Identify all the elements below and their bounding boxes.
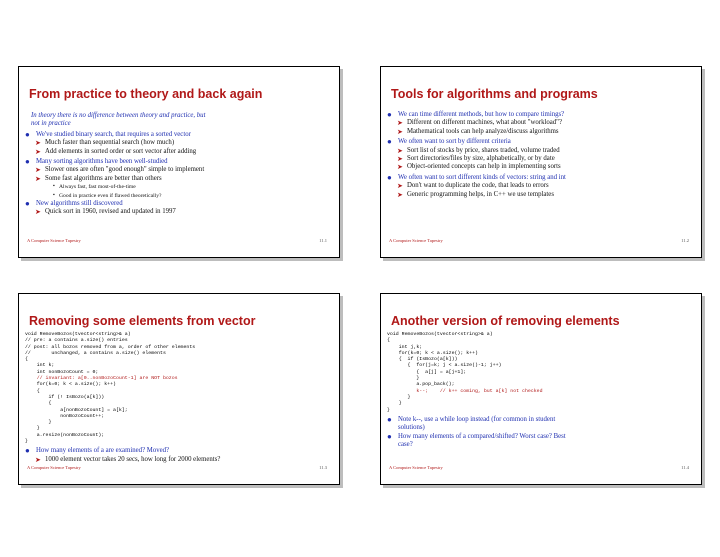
code-line: void RemoveBozos(tvector<string>& a)	[387, 332, 493, 337]
code-line: }	[387, 401, 402, 407]
code-line-comment: // invariant: a[0..nonBozoCount-1] are NOT bozos	[25, 376, 178, 382]
code-line: }	[25, 439, 28, 445]
slide-body	[387, 111, 697, 199]
code-line: // post: all bozos removed from a, order of other elements	[25, 344, 196, 350]
code-line: for(k=0; k < a.size(); k++)	[25, 382, 116, 388]
bullet: ● We've studied binary search, that requires a sorted vector	[25, 129, 191, 139]
code-line: }	[387, 394, 411, 400]
bullet-icon: ●	[387, 414, 392, 424]
code-line: a[nonBozoCount] = a[k];	[25, 407, 128, 413]
code-line: {	[25, 388, 40, 394]
bullet-icon: ●	[387, 110, 392, 119]
slide-2	[380, 66, 702, 258]
code-line: }	[387, 407, 390, 413]
sub-bullet: ➤ Generic programming helps, in C++ we use templates	[397, 190, 554, 199]
sub-bullet: ➤ Sort list of stocks by price, shares traded, volume traded	[397, 146, 560, 155]
sub-bullet: ➤ Much faster than sequential search (how much)	[35, 139, 175, 148]
arrow-icon: ➤	[35, 208, 41, 217]
code-line: int k;	[25, 363, 55, 369]
arrow-icon: ➤	[397, 163, 403, 172]
slide-footer: A Computer Science Tapestry	[389, 465, 443, 470]
quote-line: In theory there is no difference between theory and practice, but	[31, 112, 206, 119]
square-bullet-icon: ▪	[53, 184, 55, 190]
bullet: ● We often want to sort different kinds of vectors: string and int	[387, 172, 566, 182]
bullet: ● We can time different methods, but how to compare timings?	[387, 110, 565, 119]
bullet: ● How many elements of a compared/shifted? Worst case? Best	[387, 431, 566, 441]
sub-bullet: ➤ Some fast algorithms are better than others	[35, 174, 162, 183]
sub-bullet: ➤ Slower ones are often "good enough" simple to implement	[35, 166, 205, 175]
square-bullet-icon: ▪	[53, 192, 55, 198]
code-line: int j,k;	[387, 344, 423, 350]
code-line: void RemoveBozos(tvector<string>& a)	[25, 332, 131, 337]
arrow-icon: ➤	[35, 455, 41, 464]
code-line: }	[25, 426, 40, 432]
code-line: }	[387, 376, 420, 382]
sub-bullet: ➤ Mathematical tools can help analyze/discuss algorithms	[397, 127, 559, 136]
bullet: ● We often want to sort by different criteria	[387, 137, 511, 147]
code-line: a.pop_back();	[387, 382, 455, 388]
sub-bullet: ➤ Different on different machines, what about "workload"?	[397, 119, 562, 128]
code-line: // pre: a contains a.size() entries	[25, 338, 128, 344]
bullet-icon: ●	[25, 157, 30, 167]
arrow-icon: ➤	[397, 127, 403, 136]
quote-line: not in practice	[31, 120, 71, 128]
sub-bullet: ➤ 1000 element vector takes 20 secs, how long for 2000 elements?	[35, 455, 221, 464]
slide-title: Another version of removing elements	[391, 314, 620, 328]
sub-sub-bullet: ▪ Good in practice even if flawed theoretically?	[53, 192, 162, 199]
bullet-icon: ●	[387, 172, 392, 182]
arrow-icon: ➤	[397, 155, 403, 164]
sub-bullet: ➤ Object-oriented concepts can help in implementing sorts	[397, 163, 561, 172]
code-line: int nonBozoCount = 0;	[25, 369, 99, 375]
arrow-icon: ➤	[35, 166, 41, 175]
page-number: 11.2	[681, 238, 689, 243]
arrow-icon: ➤	[397, 182, 403, 191]
code-line: }	[25, 420, 52, 426]
sub-bullet: ➤ Sort directories/files by size, alphabetically, or by date	[397, 155, 555, 164]
arrow-icon: ➤	[35, 139, 41, 148]
slide-title: Tools for algorithms and programs	[391, 87, 598, 101]
bullet-icon: ●	[25, 446, 30, 456]
code-line: { if (IsBozo(a[k]))	[387, 357, 458, 363]
sub-bullet: ➤ Quick sort in 1960, revised and updated in 1997	[35, 208, 176, 217]
bullet-icon: ●	[387, 431, 392, 441]
bullet: ● Note k--, use a while loop instead (for common in student	[387, 414, 556, 424]
code-line: {	[25, 357, 28, 363]
bullet-icon: ●	[387, 137, 392, 147]
code-line: {	[25, 401, 52, 407]
slide-body	[387, 332, 697, 449]
bullet-continuation: solutions)	[398, 424, 425, 432]
slide-1	[18, 66, 340, 258]
slide-footer: A Computer Science Tapestry	[27, 465, 81, 470]
code-line: nonBozoCount++;	[25, 413, 105, 419]
page-number: 11.4	[681, 465, 689, 470]
slide-footer: A Computer Science Tapestry	[27, 238, 81, 243]
code-line: // unchanged, a contains a.size() elements	[25, 350, 166, 356]
slide-title: Removing some elements from vector	[29, 314, 256, 328]
arrow-icon: ➤	[397, 119, 403, 128]
bullet-icon: ●	[25, 199, 30, 209]
sub-bullet: ➤ Add elements in sorted order or sort vector after adding	[35, 147, 197, 156]
sub-bullet: ➤ Don't want to duplicate the code, that leads to errors	[397, 182, 549, 191]
slide-footer: A Computer Science Tapestry	[389, 238, 443, 243]
slide-title: From practice to theory and back again	[29, 87, 263, 101]
arrow-icon: ➤	[397, 146, 403, 155]
arrow-icon: ➤	[35, 147, 41, 156]
page-number: 11.3	[319, 465, 327, 470]
slide-3	[18, 293, 340, 485]
bullet-continuation: case?	[398, 441, 413, 449]
code-line-comment: k--; // k++ coming, but a[k] not checked	[387, 388, 543, 394]
slide-body	[25, 112, 335, 217]
bullet: ● How many elements of a are examined? Moved?	[25, 446, 170, 456]
code-line: { for(j=k; j < a.size()-1; j++)	[387, 363, 502, 369]
page-number: 11.1	[319, 238, 327, 243]
slide-4	[380, 293, 702, 485]
code-line: { a[j] = a[j+1];	[387, 369, 467, 375]
code-line: for(k=0; k < a.size(); k++)	[387, 350, 478, 356]
slide-body	[25, 332, 335, 464]
bullet: ● New algorithms still discovered	[25, 199, 123, 209]
bullet: ● Many sorting algorithms have been well-studied	[25, 157, 168, 167]
arrow-icon: ➤	[35, 174, 41, 183]
code-line: a.resize(nonBozoCount);	[25, 432, 105, 438]
bullet-icon: ●	[25, 129, 30, 139]
arrow-icon: ➤	[397, 190, 403, 199]
code-line: {	[387, 338, 390, 344]
sub-sub-bullet: ▪ Always fast, fast most-of-the-time	[53, 184, 136, 191]
code-line: if (! IsBozo(a[k]))	[25, 394, 105, 400]
